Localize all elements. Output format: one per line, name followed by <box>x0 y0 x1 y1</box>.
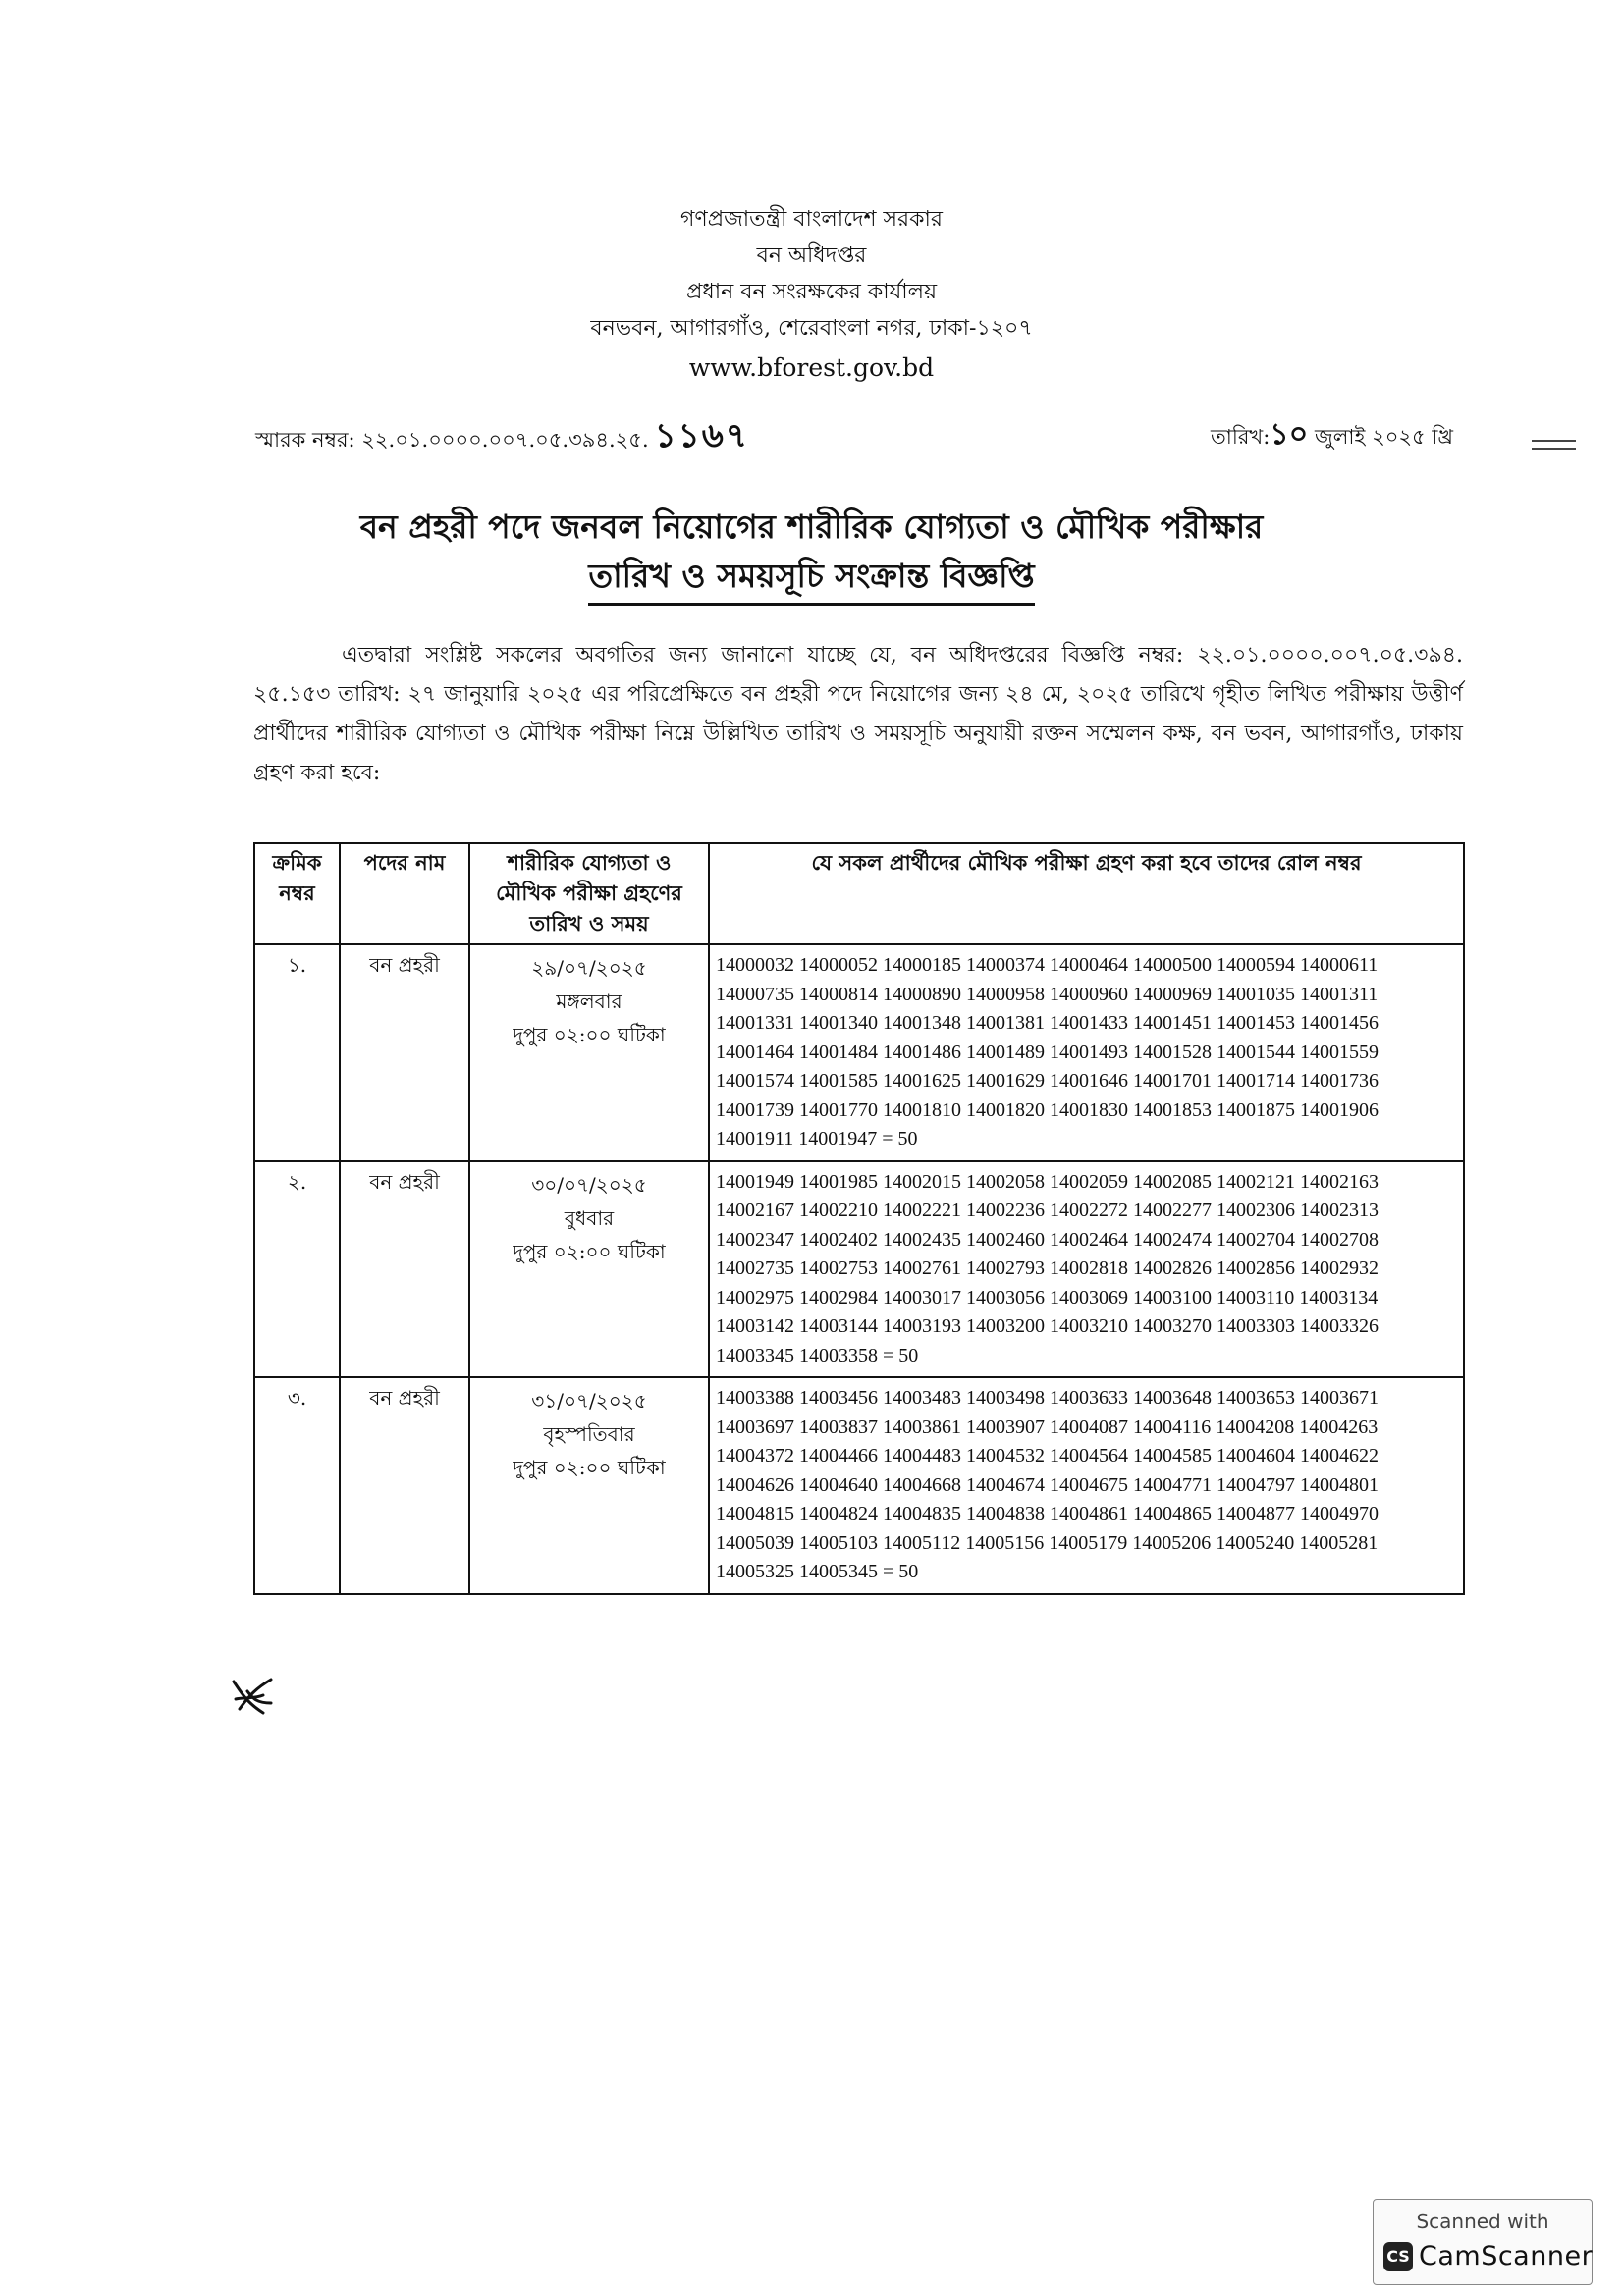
row-roll-numbers: 14000032 14000052 14000185 14000374 14000464 14000500 14000594 14000611 14000735 14000814 14000890 14000958 14000960 14000969 14001035 14001311 14001331 14001340 14001348 14001381 14001433 14001451 14001453 14001456 14001464 14001484 14001486 14001489 14001493 14001528 14001544 14001559 14001574 14001585 14001625 14001629 14001646 14001701 14001714 14001736 14001739 14001770 14001810 14001820 14001830 14001853 14001875 14001906 14001911 14001947 = 50 <box>709 944 1464 1161</box>
row-serial: ৩. <box>254 1377 340 1594</box>
row-time: দুপুর ০২:০০ ঘটিকা <box>513 1456 666 1479</box>
date-rest: জুলাই ২০২৫ খ্রি <box>1314 425 1453 449</box>
signature-icon <box>228 1674 279 1719</box>
row-time: দুপুর ০২:০০ ঘটিকা <box>513 1239 666 1263</box>
header-serial: ক্রমিক নম্বর <box>254 843 340 944</box>
watermark-caption: Scanned with <box>1416 2210 1549 2233</box>
memo-handwritten-number: ১১৬৭ <box>654 416 749 455</box>
schedule-table <box>253 842 1465 1595</box>
date-handwritten: ১০ <box>1270 417 1309 452</box>
date-label: তারিখ: <box>1211 425 1271 449</box>
row-serial: ২. <box>254 1161 340 1378</box>
title-line-2: তারিখ ও সময়সূচি সংক্রান্ত বিজ্ঞপ্তি <box>588 552 1034 606</box>
row-post: বন প্রহরী <box>340 1377 469 1594</box>
camscanner-logo-icon: CS <box>1383 2242 1413 2271</box>
row-date: ৩১/০৭/২০২৫ <box>531 1389 647 1413</box>
row-time: দুপুর ০২:০০ ঘটিকা <box>513 1023 666 1046</box>
title-line-1: বন প্রহরী পদে জনবল নিয়োগের শারীরিক যোগ্যতা ও মৌখিক পরীক্ষার <box>359 507 1264 546</box>
header-post: পদের নাম <box>340 843 469 944</box>
table-row <box>254 1377 1464 1594</box>
row-date: ২৯/০৭/২০২৫ <box>531 956 647 980</box>
table-row <box>254 944 1464 1161</box>
memo-date <box>1211 410 1453 460</box>
header-schedule: শারীরিক যোগ্যতা ও মৌখিক পরীক্ষা গ্রহণের তারিখ ও সময় <box>469 843 709 944</box>
row-schedule <box>469 1377 709 1594</box>
memo-label: স্মারক নম্বর: ২২.০১.০০০০.০০৭.০৫.৩৯৪.২৫. <box>255 428 649 452</box>
row-schedule <box>469 944 709 1161</box>
letterhead <box>0 201 1623 388</box>
row-serial: ১. <box>254 944 340 1161</box>
scan-edge-mark <box>1532 440 1576 455</box>
row-day: বৃহস্পতিবার <box>543 1422 635 1446</box>
header-rolls: যে সকল প্রার্থীদের মৌখিক পরীক্ষা গ্রহণ করা হবে তাদের রোল নম্বর <box>709 843 1464 944</box>
govt-name: গণপ্রজাতন্ত্রী বাংলাদেশ সরকার <box>679 207 944 232</box>
office-name: প্রধান বন সংরক্ষকের কার্যালয় <box>685 280 938 304</box>
row-post: বন প্রহরী <box>340 944 469 1161</box>
table-header-row <box>254 843 1464 944</box>
camscanner-watermark <box>1373 2199 1593 2285</box>
row-schedule <box>469 1161 709 1378</box>
row-post: বন প্রহরী <box>340 1161 469 1378</box>
table-row <box>254 1161 1464 1378</box>
notice-body: এতদ্বারা সংশ্লিষ্ট সকলের অবগতির জন্য জানানো যাচ্ছে যে, বন অধিদপ্তরের বিজ্ঞপ্তি নম্বর: ২২.০১.০০০০.০০৭.০৫.৩৯৪. ২৫.১৫৩ তারিখ: ২৭ জানুয়ারি ২০২৫ এর পরিপ্রেক্ষিতে বন প্রহরী পদে নিয়োগের জন্য ২৪ মে, ২০২৫ তারিখে গৃহীত লিখিত পরীক্ষায় উত্তীর্ণ প্রার্থীদের শারীরিক যোগ্যতা ও মৌখিক পরীক্ষা নিম্নে উল্লিখিত তারিখ ও সময়সূচি অনুযায়ী রক্তন সম্মেলন কক্ষ, বন ভবন, আগারগাঁও, ঢাকায় গ্রহণ করা হবে: <box>253 643 1463 785</box>
memo-number <box>255 410 749 466</box>
office-address: বনভবন, আগারগাঁও, শেরেবাংলা নগর, ঢাকা-১২০৭ <box>590 316 1033 341</box>
website-link[interactable]: www.bforest.gov.bd <box>688 353 935 382</box>
notice-title <box>0 503 1623 606</box>
row-roll-numbers: 14003388 14003456 14003483 14003498 14003633 14003648 14003653 14003671 14003697 14003837 14003861 14003907 14004087 14004116 14004208 14004263 14004372 14004466 14004483 14004532 14004564 14004585 14004604 14004622 14004626 14004640 14004668 14004674 14004675 14004771 14004797 14004801 14004815 14004824 14004835 14004838 14004861 14004865 14004877 14004970 14005039 14005103 14005112 14005156 14005179 14005206 14005240 14005281 14005325 14005345 = 50 <box>709 1377 1464 1594</box>
signature-mark <box>228 1674 279 1729</box>
row-day: বুধবার <box>564 1205 615 1230</box>
row-roll-numbers: 14001949 14001985 14002015 14002058 14002059 14002085 14002121 14002163 14002167 14002210 14002221 14002236 14002272 14002277 14002306 14002313 14002347 14002402 14002435 14002460 14002464 14002474 14002704 14002708 14002735 14002753 14002761 14002793 14002818 14002826 14002856 14002932 14002975 14002984 14003017 14003056 14003069 14003100 14003110 14003134 14003142 14003144 14003193 14003200 14003210 14003270 14003303 14003326 14003345 14003358 = 50 <box>709 1161 1464 1378</box>
row-day: মঙ্গলবার <box>556 989 622 1013</box>
department-name: বন অধিদপ্তর <box>756 243 867 268</box>
watermark-brand: CamScanner <box>1419 2241 1594 2271</box>
row-date: ৩০/০৭/২০২৫ <box>531 1172 647 1197</box>
